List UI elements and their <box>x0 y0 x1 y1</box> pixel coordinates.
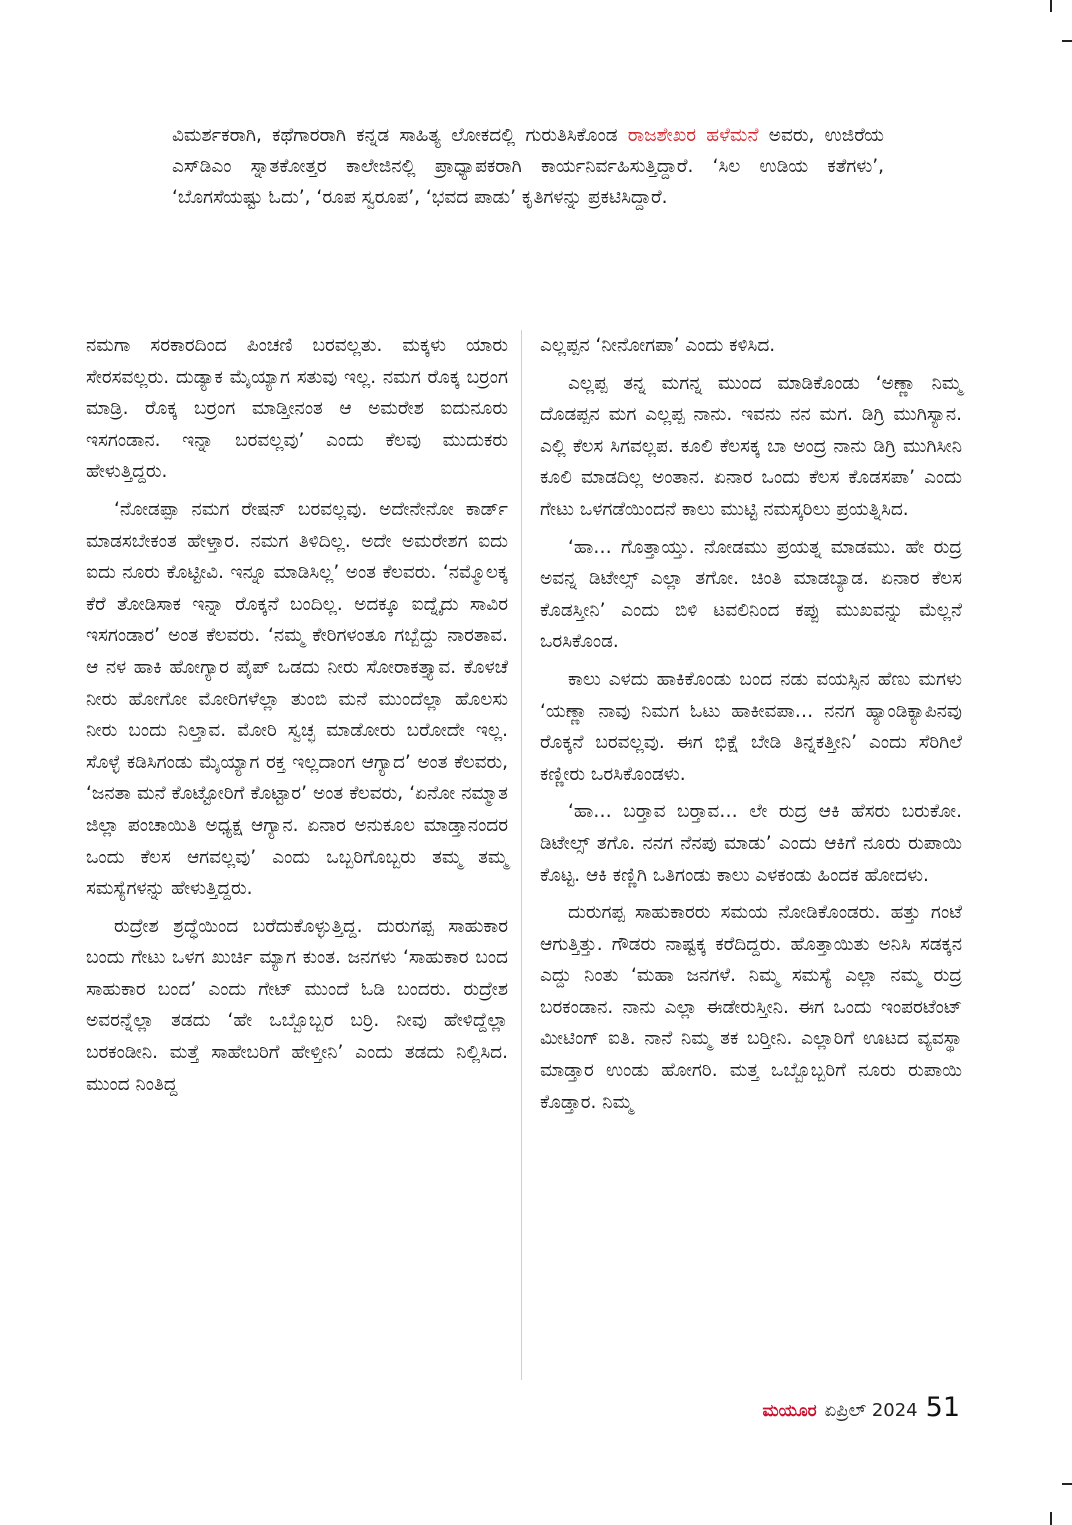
crop-mark-bottom-right <box>1050 1512 1052 1525</box>
author-bio <box>172 120 884 213</box>
paragraph: ಕಾಲು ಎಳದು ಹಾಕಿಕೊಂಡು ಬಂದ ನಡು ವಯಸ್ಸಿನ ಹೆಣು ಮಗಳು ‘ಯಣ್ಣಾ ನಾವು ನಿಮಗ ಓಟು ಹಾಕೀವಪಾ… ನನಗ ಹ್ಯಾಂಡಿಕ್ಯಾಪಿನವು ರೊಕ್ಕನೆ ಬರವಲ್ಲವು. ಈಗ ಭಿಕ್ಷೆ ಬೇಡಿ ತಿನ್ನಕತ್ತೀನಿ’ ಎಂದು ಸೆರಿಗಿಲೆ ಕಣ್ಣೀರು ಒರಸಿಕೊಂಡಳು. <box>540 668 962 785</box>
paragraph: ಎಲ್ಲಪ್ಪ ತನ್ನ ಮಗನ್ನ ಮುಂದ ಮಾಡಿಕೊಂಡು ‘ಅಣ್ಣಾ ನಿಮ್ಮ ದೊಡಪ್ಪನ ಮಗ ಎಲ್ಲಪ್ಪ ನಾನು. ಇವನು ನನ ಮಗ. ಡಿಗ್ರಿ ಮುಗಿಸ್ಯಾನ. ಎಲ್ಲಿ ಕೆಲಸ ಸಿಗವಲ್ಲಪ. ಕೂಲಿ ಕೆಲಸಕ್ಕ ಬಾ ಅಂದ್ರ ನಾನು ಡಿಗ್ರಿ ಮುಗಿಸೀನಿ ಕೂಲಿ ಮಾಡದಿಲ್ಲ ಅಂತಾನ. ಏನಾರ ಒಂದು ಕೆಲಸ ಕೊಡಸಪಾ’ ಎಂದು ಗೇಟು ಒಳಗಡೆಯಿಂದನೆ ಕಾಲು ಮುಟ್ಟಿ ನಮಸ್ಕರಿಲು ಪ್ರಯತ್ನಿಸಿದ. <box>540 372 962 520</box>
paragraph: ನಮಗಾ ಸರಕಾರದಿಂದ ಪಿಂಚಣಿ ಬರವಲ್ಲತು. ಮಕ್ಕಳು ಯಾರು ಸೇರಸವಲ್ಲರು. ದುಡ್ಯಾಕ ಮೈಯ್ಯಾಗ ಸತುವು ಇಲ್ಲ. ನಮಗ ರೊಕ್ಕ ಬರ್‍ರಂಗ ಮಾಡ್ರಿ. ರೊಕ್ಕ ಬರ್‍ರಂಗ ಮಾಡ್ತೀನಂತ ಆ ಅಮರೇಶ ಐದುನೂರು ಇಸಗಂಡಾನ. ಇನ್ನಾ ಬರವಲ್ಲವು’ ಎಂದು ಕೆಲವು ಮುದುಕರು ಹೇಳುತ್ತಿದ್ದರು. <box>86 335 508 483</box>
author-name: ರಾಜಶೇಖರ ಹಳೆಮನೆ <box>627 125 759 146</box>
page-number: 51 <box>925 1392 960 1423</box>
bio-intro: ವಿಮರ್ಶಕರಾಗಿ, ಕಥೆಗಾರರಾಗಿ ಕನ್ನಡ ಸಾಹಿತ್ಯ ಲೋಕದಲ್ಲಿ ಗುರುತಿಸಿಕೊಂಡ <box>172 125 618 146</box>
paragraph: ‘ಹಾ… ಗೊತ್ತಾಯ್ತು. ನೋಡಮು ಪ್ರಯತ್ನ ಮಾಡಮು. ಹೇ ರುದ್ರ ಅವನ್ನ ಡಿಟೇಲ್ಸ್ ಎಲ್ಲಾ ತಗೋ. ಚಿಂತಿ ಮಾಡಬ್ಯಾಡ. ಏನಾರ ಕೆಲಸ ಕೊಡಸ್ತೀನಿ’ ಎಂದು ಬಿಳಿ ಟವಲಿನಿಂದ ಕಪ್ಪು ಮುಖವನ್ನು ಮೆಲ್ಲನೆ ಒರಸಿಕೊಂಡ. <box>540 536 962 653</box>
paragraph: ‘ನೋಡಪ್ಪಾ ನಮಗ ರೇಷನ್ ಬರವಲ್ಲವು. ಅದೇನೇನೋ ಕಾರ್ಡ್ ಮಾಡಸಬೇಕಂತ ಹೇಳ್ತಾರ. ನಮಗ ತಿಳಿದಿಲ್ಲ. ಅದೇ ಅಮರೇಶಗ ಐದು ಐದು ನೂರು ಕೊಟ್ಟೀವಿ. ಇನ್ನೂ ಮಾಡಿಸಿಲ್ಲ’ ಅಂತ ಕೆಲವರು. ‘ನಮ್ಮೊಲಕ್ಕ ಕೆರೆ ತೋಡಿಸಾಕ ಇನ್ನಾ ರೊಕ್ಕನೆ ಬಂದಿಲ್ಲ. ಅದಕ್ಕೂ ಐದ್ನೈದು ಸಾವಿರ ಇಸಗಂಡಾರ’ ಅಂತ ಕೆಲವರು. ‘ನಮ್ಮ ಕೇರಿಗಳಂತೂ ಗಬ್ಬೆದ್ದು ನಾರತಾವ. ಆ ನಳ ಹಾಕಿ ಹೋಗ್ಯಾರ ಪೈಪ್ ಒಡದು ನೀರು ಸೋರಾಕತ್ತ್ಯಾವ. ಕೊಳಚೆ ನೀರು ಹೋಗೋ ಮೋರಿಗಳೆಲ್ಲಾ ತುಂಬಿ ಮನೆ ಮುಂದೆಲ್ಲಾ ಹೊಲಸು ನೀರು ಬಂದು ನಿಲ್ತಾವ. ಮೋರಿ ಸ್ವಚ್ಛ ಮಾಡೋರು ಬರೋದೇ ಇಲ್ಲ. ಸೊಳ್ಳೆ ಕಡಿಸಿಗಂಡು ಮೈಯ್ಯಾಗ ರಕ್ತ ಇಲ್ಲದಾಂಗ ಆಗ್ಯಾದ’ ಅಂತ ಕೆಲವರು, ‘ಜನತಾ ಮನೆ ಕೊಟ್ಟೋರಿಗೆ ಕೊಟ್ಟಾರ’ ಅಂತ ಕೆಲವರು, ‘ಏನೋ ನಮ್ಮಾತ ಜಿಲ್ಲಾ ಪಂಚಾಯಿತಿ ಅಧ್ಯಕ್ಷ ಆಗ್ಯಾನ. ಏನಾರ ಅನುಕೂಲ ಮಾಡ್ತಾನಂದರ ಒಂದು ಕೆಲಸ ಆಗವಲ್ಲವು’ ಎಂದು ಒಬ್ಬರಿಗೊಬ್ಬರು ತಮ್ಮ ತಮ್ಮ ಸಮಸ್ಯೆಗಳನ್ನು ಹೇಳುತ್ತಿದ್ದರು. <box>86 498 508 900</box>
crop-mark-right <box>1062 40 1072 42</box>
page-footer <box>762 1392 960 1423</box>
right-column <box>540 330 962 1118</box>
paragraph: ‘ಹಾ… ಬರ್‍ತಾವ ಬರ್‍ತಾವ… ಲೇ ರುದ್ರ ಆಕಿ ಹೆಸರು ಬರುಕೋ. ಡಿಟೇಲ್ಸ್ ತಗೊ. ನನಗ ನೆನಪು ಮಾಡು’ ಎಂದು ಆಕಿಗೆ ನೂರು ರುಪಾಯಿ ಕೊಟ್ಟ. ಆಕಿ ಕಣ್ಣಿಗಿ ಒತಿಗಂಡು ಕಾಲು ಎಳಕಂಡು ಹಿಂದಕ ಹೋದಳು. <box>540 801 962 886</box>
column-divider <box>521 330 522 1380</box>
crop-mark-bottom-side <box>1062 1483 1072 1485</box>
crop-mark-top-right <box>1050 0 1052 12</box>
paragraph: ದುರುಗಪ್ಪ ಸಾಹುಕಾರರು ಸಮಯ ನೋಡಿಕೊಂಡರು. ಹತ್ತು ಗಂಟೆ ಆಗುತ್ತಿತ್ತು. ಗೌಡರು ನಾಷ್ಟಕ್ಕ ಕರೆದಿದ್ದರು. ಹೊತ್ತಾಯಿತು ಅನಿಸಿ ಸಡಕ್ಕನ ಎದ್ದು ನಿಂತು ‘ಮಹಾ ಜನಗಳೆ. ನಿಮ್ಮ ಸಮಸ್ಯೆ ಎಲ್ಲಾ ನಮ್ಮ ರುದ್ರ ಬರಕಂಡಾನ. ನಾನು ಎಲ್ಲಾ ಈಡೇರುಸ್ತೀನಿ. ಈಗ ಒಂದು ಇಂಪರಟೆಂಟ್ ಮೀಟಿಂಗ್ ಐತಿ. ನಾನೆ ನಿಮ್ಮ ತಕ ಬರ್‍ತೀನಿ. ಎಲ್ಲಾರಿಗೆ ಊಟದ ವ್ಯವಸ್ಥಾ ಮಾಡ್ತಾರ ಉಂಡು ಹೋಗರಿ. ಮತ್ತ ಒಬ್ಬೊಬ್ಬರಿಗೆ ನೂರು ರುಪಾಯಿ ಕೊಡ್ತಾರ. ನಿಮ್ಮ <box>540 902 962 1113</box>
paragraph: ಎಲ್ಲಪ್ಪನ ‘ನೀನೋಗಪಾ’ ಎಂದು ಕಳಿಸಿದ. <box>540 335 776 356</box>
issue-date: ಏಪ್ರಿಲ್ 2024 <box>824 1400 918 1421</box>
left-column <box>86 330 508 1100</box>
paragraph: ರುದ್ರೇಶ ಶ್ರದ್ಧೆಯಿಂದ ಬರೆದುಕೊಳ್ಳುತ್ತಿದ್ದ. ದುರುಗಪ್ಪ ಸಾಹುಕಾರ ಬಂದು ಗೇಟು ಒಳಗ ಖುರ್ಚಿ ಮ್ಯಾಗ ಕುಂತ. ಜನಗಳು ‘ಸಾಹುಕಾರ ಬಂದ ಸಾಹುಕಾರ ಬಂದ’ ಎಂದು ಗೇಟ್ ಮುಂದೆ ಓಡಿ ಬಂದರು. ರುದ್ರೇಶ ಅವರನ್ನೆಲ್ಲಾ ತಡದು ‘ಹೇ ಒಬ್ಬೊಬ್ಬರ ಬರ್‍ರಿ. ನೀವು ಹೇಳಿದ್ದೆಲ್ಲಾ ಬರಕಂಡೀನಿ. ಮತ್ತೆ ಸಾಹೇಬರಿಗೆ ಹೇಳ್ತೀನಿ’ ಎಂದು ತಡದು ನಿಲ್ಲಿಸಿದ. ಮುಂದ ನಿಂತಿದ್ದ <box>86 915 508 1095</box>
bio-text: ಅವರು, ಉಜಿರೆಯ ಎಸ್‌ಡಿಎಂ ಸ್ನಾತಕೋತ್ತರ ಕಾಲೇಜಿನಲ್ಲಿ ಪ್ರಾಧ್ಯಾಪಕರಾಗಿ ಕಾರ್ಯನಿರ್ವಹಿಸುತ್ತಿದ್ದಾರೆ. ‘ಸಿಲ ಉಡಿಯ ಕತೆಗಳು’, ‘ಬೊಗಸೆಯಷ್ಟು ಓದು’, ‘ರೂಪ ಸ್ವರೂಪ’, ‘ಭವದ ಪಾಡು’ ಕೃತಿಗಳನ್ನು ಪ್ರಕಟಿಸಿದ್ದಾರೆ. <box>172 125 884 208</box>
magazine-logo: ಮಯೂರ <box>762 1401 817 1421</box>
